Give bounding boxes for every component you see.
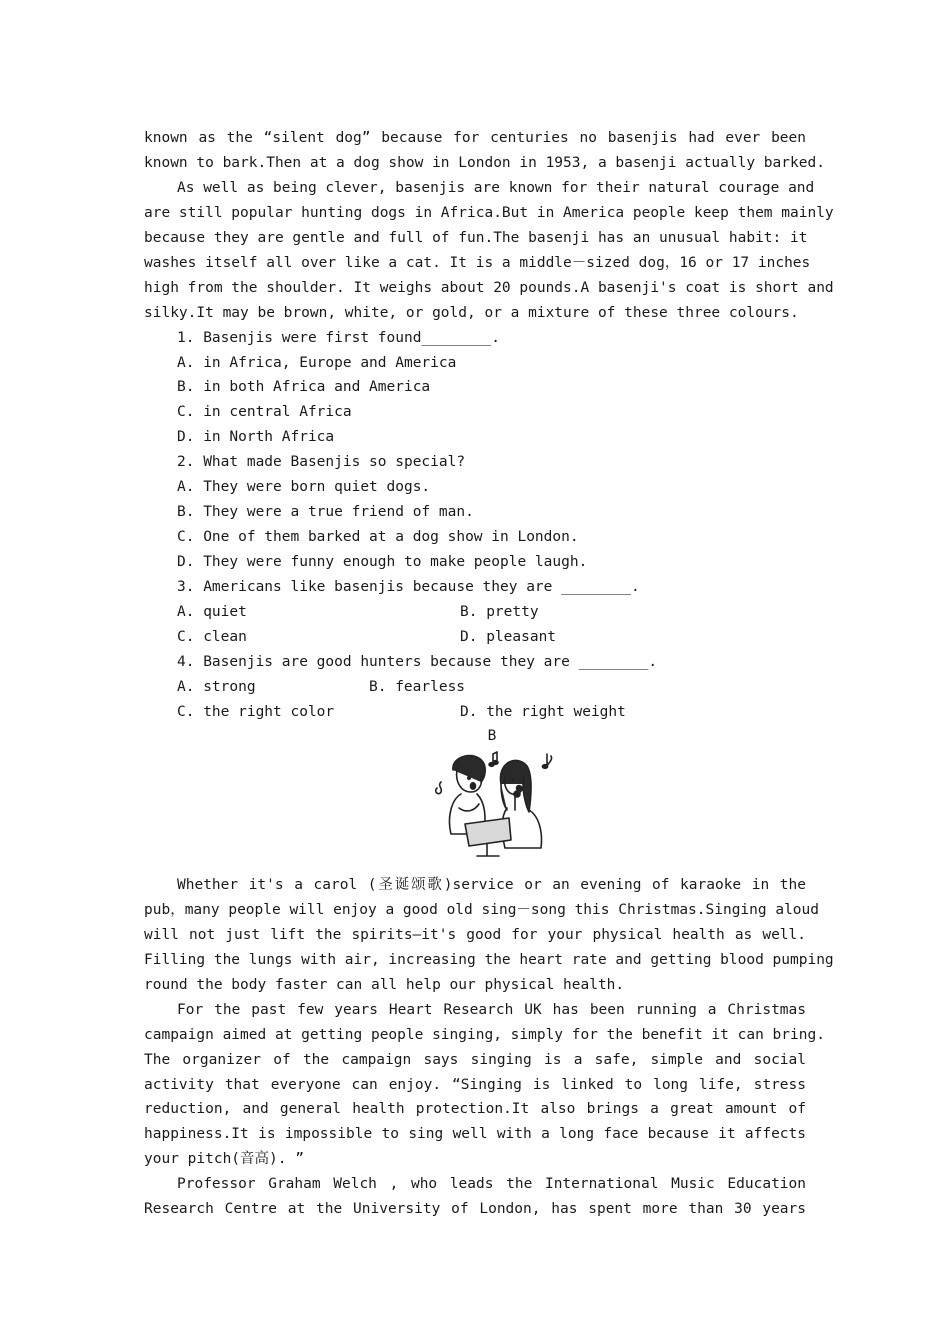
answer-option: A. They were born quiet dogs. — [177, 479, 431, 495]
answer-option: B. They were a true friend of man. — [177, 504, 474, 520]
answer-option: D. They were funny enough to make people laugh. — [177, 554, 588, 570]
answer-option: A. quiet — [177, 604, 247, 620]
text-line: will not just lift the spirits—it's good for your physical health as well. — [144, 927, 806, 943]
text-line: known as the “silent dog” because for centuries no basenjis had ever been — [144, 130, 806, 146]
answer-option: C. One of them barked at a dog show in London. — [177, 529, 579, 545]
text-line: Research Centre at the University of London, has spent more than 30 years — [144, 1201, 806, 1217]
answer-option: C. in central Africa — [177, 404, 352, 420]
singers-illustration — [431, 748, 555, 858]
text-line: Filling the lungs with air, increasing the heart rate and getting blood pumping — [144, 952, 834, 968]
answer-option: A. strong — [177, 679, 256, 695]
section-heading: B — [487, 728, 497, 744]
text-line: because they are gentle and full of fun.The basenji has an unusual habit: it — [144, 230, 808, 246]
answer-option: D. pleasant — [460, 629, 557, 645]
answer-option-row — [177, 703, 806, 721]
answer-option: A. in Africa, Europe and America — [177, 355, 457, 371]
text-line: round the body faster can all help our physical health. — [144, 977, 625, 993]
text-line: pub，many people will enjoy a good old sing－song this Christmas.Singing aloud — [144, 902, 820, 918]
question-stem: 3. Americans like basenjis because they are ________. — [177, 579, 640, 595]
answer-option-row — [177, 603, 806, 621]
text-line: activity that everyone can enjoy. “Singing is linked to long life, stress — [144, 1077, 806, 1093]
answer-option: D. in North Africa — [177, 429, 335, 445]
text-line: are still popular hunting dogs in Africa.But in America people keep them mainly — [144, 205, 834, 221]
question-stem: 1. Basenjis were first found________. — [177, 330, 501, 346]
answer-option-row — [177, 678, 806, 696]
text-line: The organizer of the campaign says singing is a safe, simple and social — [144, 1052, 806, 1068]
text-line: known to bark.Then at a dog show in London in 1953, a basenji actually barked. — [144, 155, 825, 171]
text-line: reduction, and general health protection.It also brings a great amount of — [144, 1101, 806, 1117]
answer-option-row — [177, 628, 806, 646]
text-line: high from the shoulder. It weighs about 20 pounds.A basenji's coat is short and — [144, 280, 834, 296]
answer-option: B. pretty — [460, 604, 539, 620]
text-line: happiness.It is impossible to sing well with a long face because it affects — [144, 1126, 806, 1142]
question-stem: 2. What made Basenjis so special? — [177, 454, 466, 470]
text-line: For the past few years Heart Research UK has been running a Christmas — [177, 1002, 806, 1018]
text-line: Professor Graham Welch , who leads the International Music Education — [177, 1176, 806, 1192]
question-stem: 4. Basenjis are good hunters because they are ________. — [177, 654, 658, 670]
text-line: As well as being clever, basenjis are known for their natural courage and — [177, 180, 815, 196]
text-line: Whether it's a carol (圣诞颂歌)service or an evening of karaoke in the — [177, 877, 806, 893]
text-line: washes itself all over like a cat. It is a middle－sized dog，16 or 17 inches — [144, 255, 811, 271]
answer-option: C. the right color — [177, 704, 335, 720]
answer-option: B. fearless — [369, 679, 466, 695]
answer-option: C. clean — [177, 629, 247, 645]
answer-option: D. the right weight — [460, 704, 626, 720]
answer-option: B. in both Africa and America — [177, 379, 431, 395]
text-line: your pitch(音高). ” — [144, 1151, 304, 1167]
text-line: silky.It may be brown, white, or gold, or a mixture of these three colours. — [144, 305, 799, 321]
text-line: campaign aimed at getting people singing, simply for the benefit it can bring. — [144, 1027, 825, 1043]
